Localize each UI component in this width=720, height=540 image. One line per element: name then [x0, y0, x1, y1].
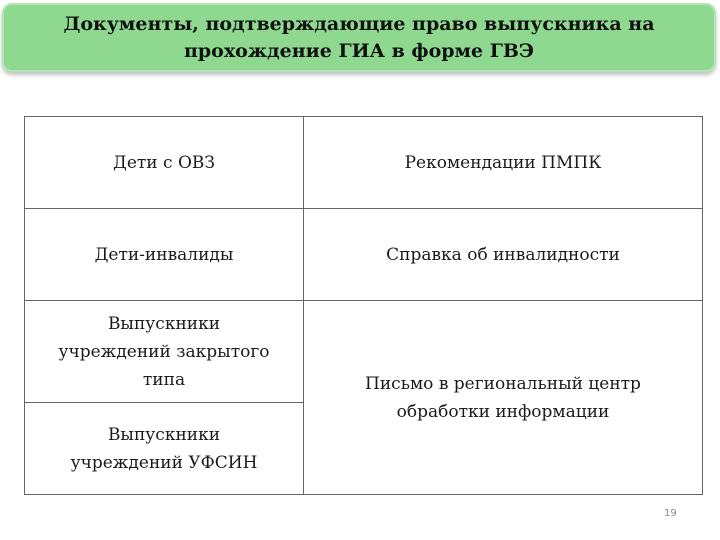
table-cell-document: Рекомендации ПМПК [304, 117, 703, 209]
table-cell-category: Выпускники учреждений УФСИН [25, 403, 304, 495]
table-cell-category: Выпускники учреждений закрытого типа [25, 301, 304, 403]
table-row [25, 117, 703, 209]
table-cell-category: Дети с ОВЗ [25, 117, 304, 209]
table-row [25, 209, 703, 301]
slide-title-box [2, 3, 716, 72]
table-cell-category: Дети-инвалиды [25, 209, 304, 301]
table-cell-document-merged: Письмо в региональный центр обработки информации [304, 301, 703, 495]
slide-title: Документы, подтверждающие право выпускника на прохождение ГИА в форме ГВЭ [63, 12, 655, 62]
page-number: 19 [664, 508, 677, 519]
table-row [25, 301, 703, 403]
table-cell-document: Справка об инвалидности [304, 209, 703, 301]
documents-table [24, 116, 703, 495]
